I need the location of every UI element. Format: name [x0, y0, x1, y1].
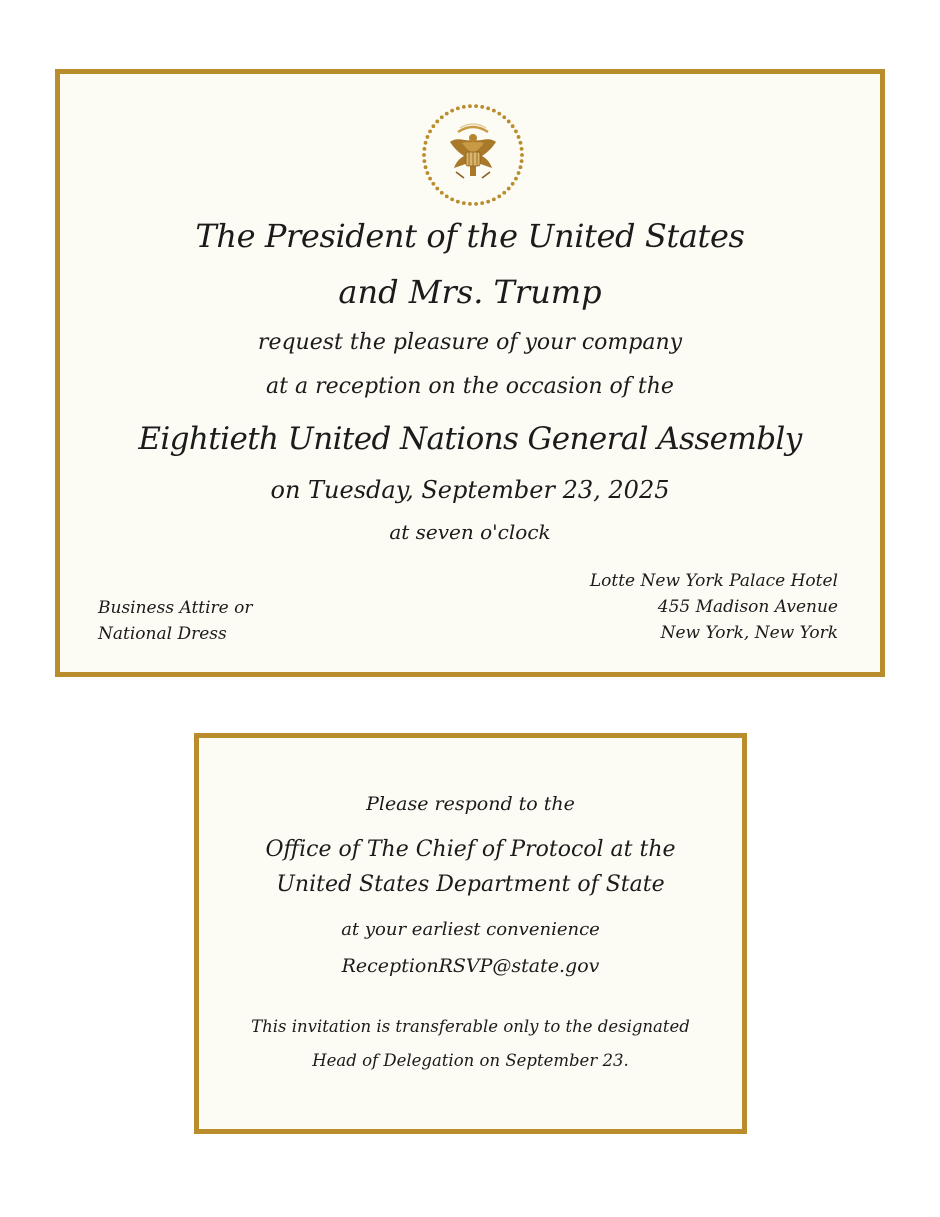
- venue-address: [590, 568, 838, 646]
- convenience-line: at your earliest convenience: [341, 919, 600, 940]
- venue-city: New York, New York: [660, 623, 838, 643]
- seal-star: [492, 109, 496, 113]
- seal-star: [431, 182, 435, 186]
- venue-name: Lotte New York Palace Hotel: [589, 571, 838, 591]
- seal-star: [435, 120, 439, 124]
- seal-star: [435, 187, 439, 191]
- transfer-note-line: Head of Delegation on September 23.: [312, 1051, 629, 1070]
- seal-star: [426, 171, 430, 175]
- attire-line: National Dress: [98, 624, 227, 644]
- seal-star: [520, 153, 524, 157]
- office-line: Office of The Chief of Protocol at the: [265, 837, 676, 862]
- seal-star: [519, 141, 523, 145]
- transfer-note-line: This invitation is transferable only to the designated: [251, 1017, 690, 1036]
- seal-star: [517, 135, 521, 139]
- seal-star: [468, 104, 472, 108]
- invitation-card: [55, 69, 885, 677]
- eagle-emblem: [450, 124, 496, 178]
- event-time: at seven o'clock: [389, 520, 551, 544]
- seal-star: [456, 107, 460, 111]
- seal-star: [511, 182, 515, 186]
- event-date: on Tuesday, September 23, 2025: [270, 476, 670, 504]
- seal-star: [511, 124, 515, 128]
- attire-line: Business Attire or: [98, 598, 253, 618]
- seal-star: [428, 129, 432, 133]
- seal-star: [474, 104, 478, 108]
- seal-star: [492, 197, 496, 201]
- rsvp-email[interactable]: ReceptionRSVP@state.gov: [341, 955, 600, 977]
- seal-star: [517, 171, 521, 175]
- seal-star: [431, 124, 435, 128]
- occasion-line: at a reception on the occasion of the: [266, 374, 674, 399]
- seal-star: [480, 201, 484, 205]
- seal-star: [468, 202, 472, 206]
- seal-star: [456, 200, 460, 204]
- seal-star: [507, 120, 511, 124]
- seal-star: [422, 159, 426, 163]
- seal-star: [497, 194, 501, 198]
- seal-star: [520, 159, 524, 163]
- seal-star: [462, 201, 466, 205]
- seal-star: [422, 147, 426, 151]
- seal-star: [450, 197, 454, 201]
- department-line: United States Department of State: [276, 872, 665, 897]
- seal-star: [424, 141, 428, 145]
- request-line: request the pleasure of your company: [257, 330, 683, 355]
- seal-star: [445, 112, 449, 116]
- presidential-seal-icon: [420, 102, 526, 208]
- seal-star: [502, 115, 506, 119]
- seal-star: [520, 147, 524, 151]
- host-line-spouse: and Mrs. Trump: [338, 273, 602, 311]
- seal-star: [507, 187, 511, 191]
- respond-line: Please respond to the: [366, 793, 575, 815]
- seal-star: [480, 105, 484, 109]
- seal-star: [514, 129, 518, 133]
- event-name: Eightieth United Nations General Assembly: [138, 421, 802, 457]
- seal-star: [428, 177, 432, 181]
- seal-star: [440, 191, 444, 195]
- seal-star: [422, 153, 426, 157]
- attire-note: [98, 595, 253, 647]
- reply-card: [194, 733, 747, 1134]
- seal-star: [486, 107, 490, 111]
- seal-star: [519, 165, 523, 169]
- seal-star: [502, 191, 506, 195]
- seal-star: [514, 177, 518, 181]
- seal-star: [440, 115, 444, 119]
- venue-street: 455 Madison Avenue: [657, 597, 838, 617]
- seal-star: [450, 109, 454, 113]
- seal-star: [445, 194, 449, 198]
- seal-star: [486, 200, 490, 204]
- seal-star: [426, 135, 430, 139]
- seal-star: [424, 165, 428, 169]
- host-line-president: The President of the United States: [195, 217, 745, 255]
- seal-star: [474, 202, 478, 206]
- seal-star: [462, 105, 466, 109]
- seal-star: [497, 112, 501, 116]
